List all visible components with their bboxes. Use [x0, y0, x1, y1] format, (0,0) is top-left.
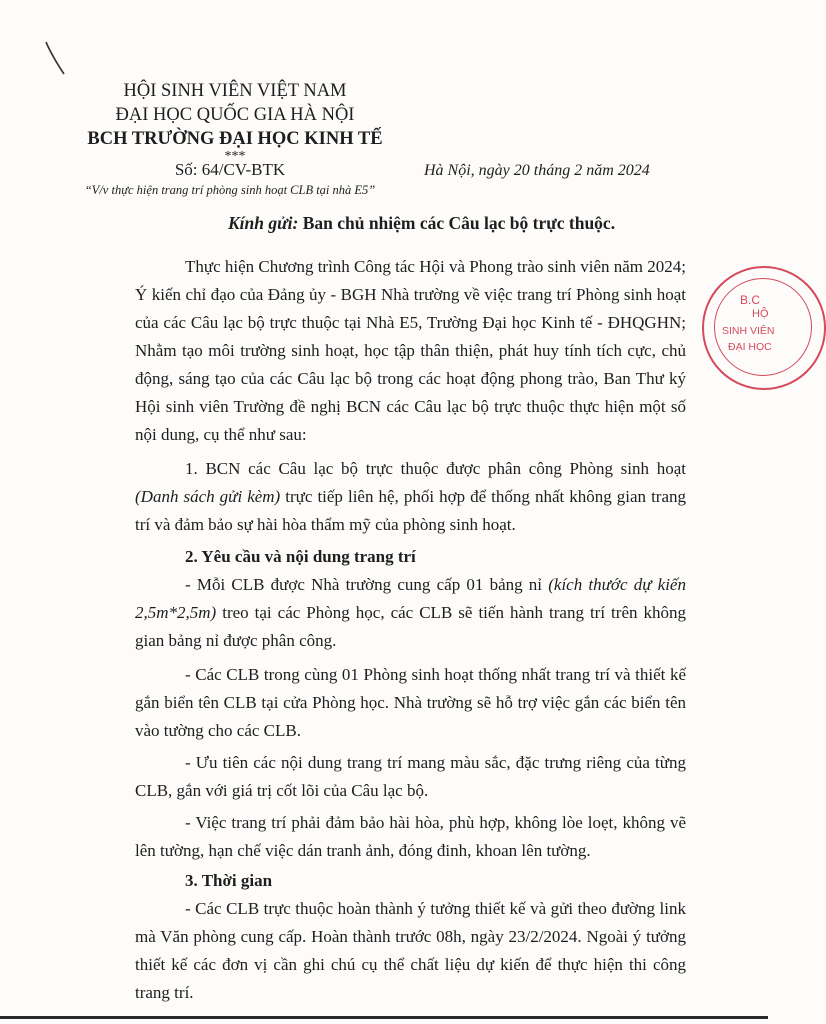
section-1-paragraph [135, 455, 686, 539]
section-3-item-1: - Các CLB trực thuộc hoàn thành ý tưởng thiết kế và gửi theo đường link mà Văn phòng cung cấp. Hoàn thành trước 08h, ngày 23/2/2024. Ngoài ý tưởng thiết kế các đơn vị cần ghi chú cụ thể chất liệu dự kiến để thực hiện thi công trang trí. [135, 899, 686, 1002]
section-1-text-b: trực tiếp liên hệ, phối hợp để thống nhất không gian trang trí và đảm bảo sự hài hòa thẩm mỹ của phòng sinh hoạt. [135, 487, 687, 534]
section-3-heading: 3. Thời gian [185, 871, 273, 890]
red-seal-stamp [702, 266, 826, 390]
recipient-label: Kính gửi: [228, 213, 299, 233]
doc-number: Số: 64/CV-BTK [174, 160, 286, 179]
section-2-item-1-italic: (kích thước dự kiến 2,5m*2,5m) [135, 575, 686, 622]
stamp-line-1: B.C [740, 293, 761, 307]
org-line-2: ĐẠI HỌC QUỐC GIA HÀ NỘI [115, 105, 355, 125]
document-body [135, 253, 686, 1007]
section-2-item-1 [135, 571, 686, 655]
stars-divider: *** [224, 149, 246, 164]
section-2-heading: 2. Yêu cầu và nội dung trang trí [185, 547, 416, 566]
org-header [40, 79, 430, 163]
section-2-item-1-a: - Mỗi CLB được Nhà trường cung cấp 01 bảng nỉ [185, 575, 549, 594]
org-line-1: HỘI SINH VIÊN VIỆT NAM [123, 81, 347, 101]
intro-paragraph: Thực hiện Chương trình Công tác Hội và Phong trào sinh viên năm 2024; Ý kiến chỉ đạo của Đảng ủy - BGH Nhà trường về việc trang trí Phòng sinh hoạt của các Câu lạc bộ trực thuộc tại Nhà E5, Trường Đại học Kinh tế - ĐHQGHN; Nhằm tạo môi trường sinh hoạt, học tập thân thiện, phát huy tính tích cực, chủ động, sáng tạo của các Câu lạc bộ trong các hoạt động phong trào, Ban Thư ký Hội sinh viên Trường đề nghị BCN các Câu lạc bộ trực thuộc thực hiện một số nội dung, cụ thể như sau: [135, 257, 686, 444]
section-2-item-2: - Các CLB trong cùng 01 Phòng sinh hoạt thống nhất trang trí và thiết kế gắn biển tên CLB tại cửa Phòng học. Nhà trường sẽ hỗ trợ việc gắn các biển tên vào tường cho các CLB. [135, 665, 686, 740]
doc-subject: “V/v thực hiện trang trí phòng sinh hoạt CLB tại nhà E5” [84, 183, 376, 197]
pen-mark-icon [38, 38, 78, 78]
recipient-line [228, 213, 728, 234]
org-line-3: BCH TRƯỜNG ĐẠI HỌC KINH TẾ [87, 129, 383, 149]
section-1-text-a: 1. BCN các Câu lạc bộ trực thuộc được phân công Phòng sinh hoạt [185, 459, 686, 478]
place-date: Hà Nội, ngày 20 tháng 2 năm 2024 [424, 162, 650, 179]
stamp-line-4: ĐẠI HỌC [728, 341, 772, 353]
page-bottom-edge [0, 1016, 768, 1019]
section-1-italic: (Danh sách gửi kèm) [135, 487, 281, 506]
section-2-item-3: - Ưu tiên các nội dung trang trí mang màu sắc, đặc trưng riêng của từng CLB, gắn với giá trị cốt lõi của Câu lạc bộ. [135, 753, 686, 800]
section-2-item-1-b: treo tại các Phòng học, các CLB sẽ tiến hành trang trí trên không gian bảng nỉ được phân công. [135, 603, 686, 650]
stamp-line-2: HỘ [752, 308, 769, 320]
stamp-line-3: SINH VIÊN [722, 325, 775, 337]
recipient-value: Ban chủ nhiệm các Câu lạc bộ trực thuộc. [302, 213, 616, 233]
section-2-item-4: - Việc trang trí phải đảm bảo hài hòa, phù hợp, không lòe loẹt, không vẽ lên tường, hạn chế việc dán tranh ảnh, đóng đinh, khoan lên tường. [135, 813, 686, 860]
